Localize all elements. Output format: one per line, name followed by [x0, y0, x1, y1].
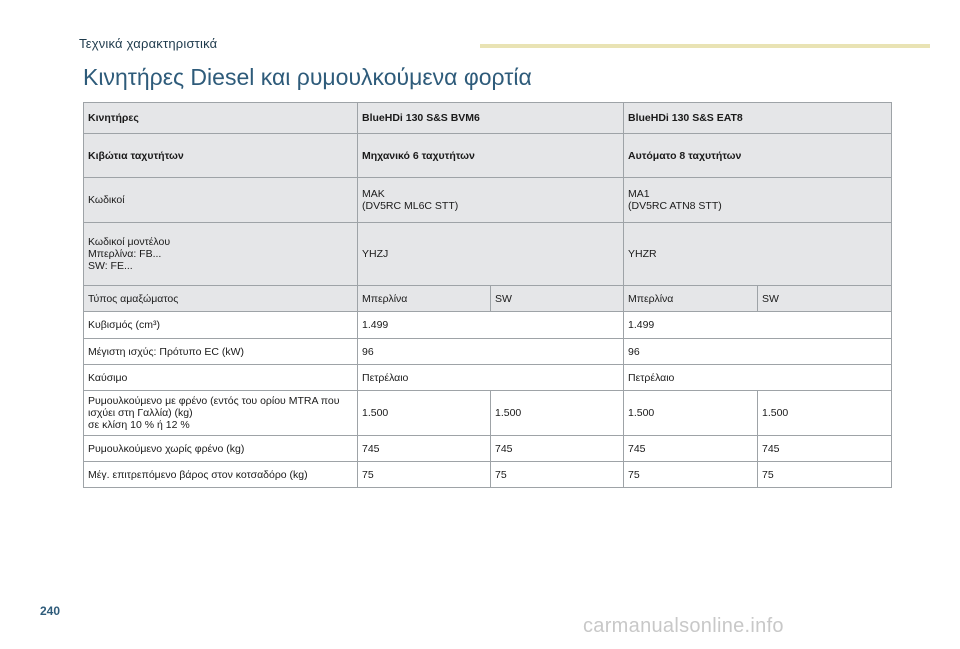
row-label: Μέγ. επιτρεπόμενο βάρος στον κοτσαδόρο (kg) — [84, 462, 358, 488]
cell-value: 1.500 — [624, 391, 758, 436]
cell-value: Μηχανικό 6 ταχυτήτων — [358, 134, 624, 178]
row-label: Τύπος αμαξώματος — [84, 286, 358, 312]
row-label: Ρυμουλκούμενο με φρένο (εντός του ορίου MTRA που ισχύει στη Γαλλία) (kg) σε κλίση 10 % ή 12 % — [84, 391, 358, 436]
cell-value: 745 — [358, 436, 491, 462]
cell-value: 96 — [624, 339, 892, 365]
cell-value: Μπερλίνα — [358, 286, 491, 312]
page-number: 240 — [40, 604, 61, 618]
table-row-model-codes — [84, 223, 892, 286]
cell-value: 75 — [624, 462, 758, 488]
row-label: Καύσιμο — [84, 365, 358, 391]
cell-value: 1.499 — [358, 312, 624, 339]
row-label: Κωδικοί μοντέλου Μπερλίνα: FB... SW: FE... — [84, 223, 358, 286]
cell-value: MA1 (DV5RC ATN8 STT) — [624, 178, 892, 223]
table-row-braked-trailer — [84, 391, 892, 436]
table-row-fuel — [84, 365, 892, 391]
header-accent-bar — [480, 44, 930, 48]
row-label: Κωδικοί — [84, 178, 358, 223]
cell-value: 1.500 — [758, 391, 892, 436]
table-row-max-power — [84, 339, 892, 365]
table-row-engines — [84, 103, 892, 134]
cell-value: 745 — [491, 436, 624, 462]
diesel-engines-spec-table — [83, 102, 892, 488]
cell-value: SW — [491, 286, 624, 312]
table-row-body-type — [84, 286, 892, 312]
table-row-codes — [84, 178, 892, 223]
cell-value: 75 — [491, 462, 624, 488]
cell-value: Μπερλίνα — [624, 286, 758, 312]
cell-value: 75 — [758, 462, 892, 488]
row-label: Ρυμουλκούμενο χωρίς φρένο (kg) — [84, 436, 358, 462]
cell-value: SW — [758, 286, 892, 312]
cell-value: YHZR — [624, 223, 892, 286]
table-row-nose-weight — [84, 462, 892, 488]
cell-value: BlueHDi 130 S&S EAT8 — [624, 103, 892, 134]
cell-value: BlueHDi 130 S&S BVM6 — [358, 103, 624, 134]
cell-value: 1.500 — [491, 391, 624, 436]
row-label: Κιβώτια ταχυτήτων — [84, 134, 358, 178]
cell-value: 96 — [358, 339, 624, 365]
section-title: Τεχνικά χαρακτηριστικά — [79, 36, 218, 51]
cell-value: Πετρέλαιο — [624, 365, 892, 391]
cell-value: Αυτόματο 8 ταχυτήτων — [624, 134, 892, 178]
cell-value: 75 — [358, 462, 491, 488]
table-row-gearbox — [84, 134, 892, 178]
watermark-text: carmanualsonline.info — [583, 615, 784, 637]
row-label: Κινητήρες — [84, 103, 358, 134]
cell-value: 745 — [624, 436, 758, 462]
cell-value: 745 — [758, 436, 892, 462]
cell-value: Πετρέλαιο — [358, 365, 624, 391]
page-title: Κινητήρες Diesel και ρυμουλκούμενα φορτία — [83, 64, 532, 90]
row-label: Μέγιστη ισχύς: Πρότυπο EC (kW) — [84, 339, 358, 365]
cell-value: 1.500 — [358, 391, 491, 436]
row-label: Κυβισμός (cm³) — [84, 312, 358, 339]
cell-value: 1.499 — [624, 312, 892, 339]
cell-value: YHZJ — [358, 223, 624, 286]
table-row-unbraked-trailer — [84, 436, 892, 462]
table-row-displacement — [84, 312, 892, 339]
cell-value: MAK (DV5RC ML6C STT) — [358, 178, 624, 223]
